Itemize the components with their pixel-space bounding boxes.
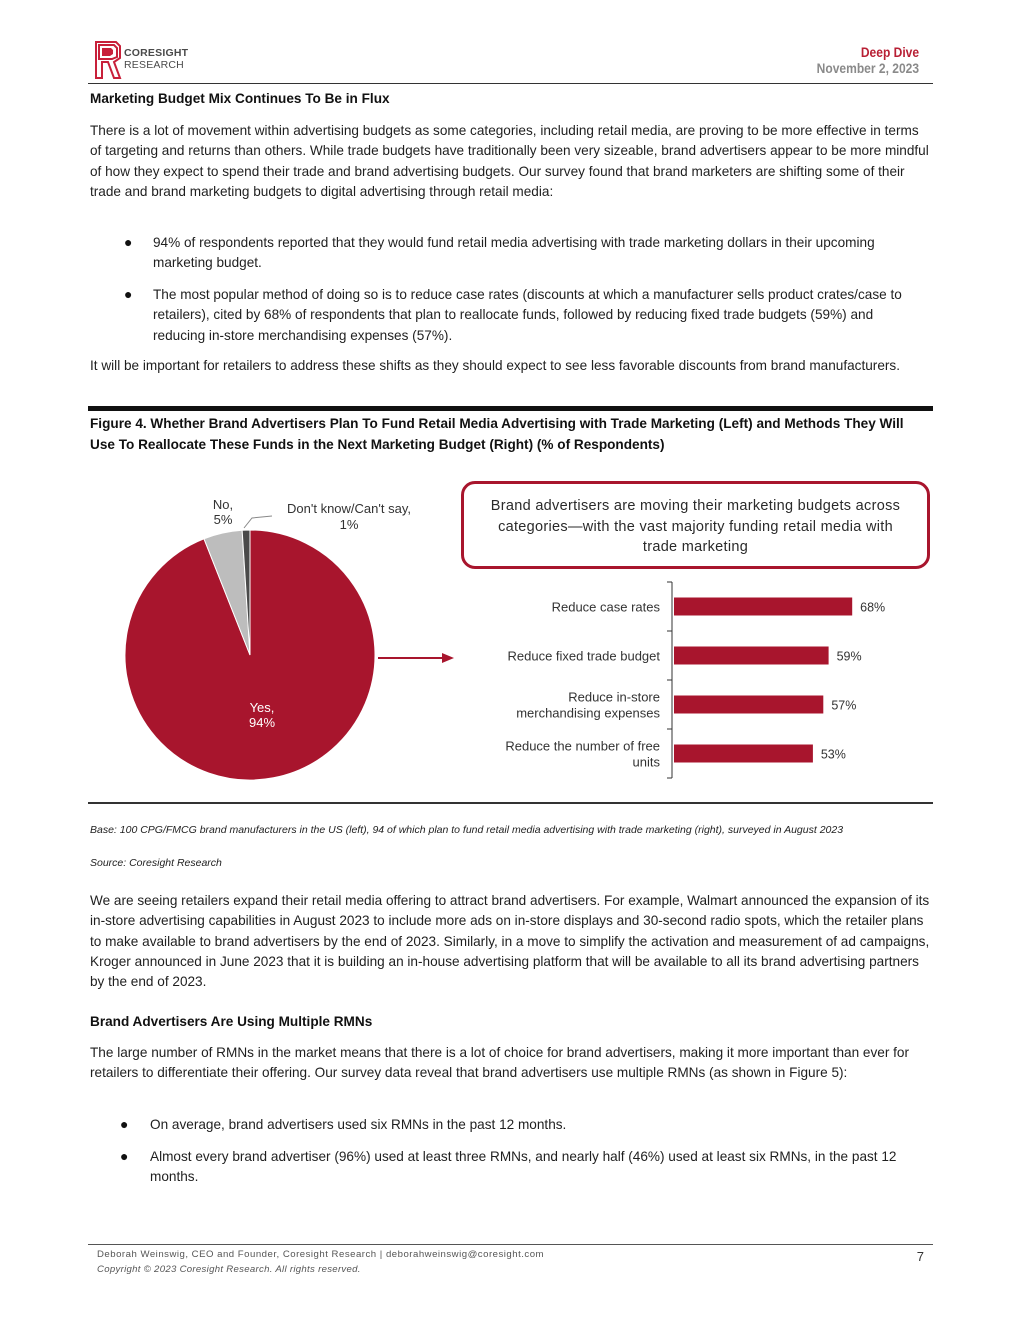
section-heading-budget-mix: Marketing Budget Mix Continues To Be in Flux [90,91,390,106]
pie-label-no [213,497,233,527]
footer-author: Deborah Weinswig, CEO and Founder, Coresight Research | deborahweinswig@coresight.com [97,1249,545,1260]
bullet-item: Almost every brand advertiser (96%) used at least three RMNs, and nearly half (46%) used at least six RMNs, in the past 12 months. [150,1149,897,1185]
bar-category-label-line: Reduce case rates [551,599,660,615]
pie-label-no-line: 5% [213,512,233,527]
logo-sub-text: RESEARCH [124,59,184,71]
bar-category-label [516,690,660,721]
document-date: November 2, 2023 [816,60,919,76]
coresight-logo[interactable] [94,40,204,82]
figure-callout: Brand advertisers are moving their marketing budgets across categories—with the vast majority funding retail media with trade marketing [461,481,930,569]
paragraph-multiple-rmns: The large number of RMNs in the market means that there is a lot of choice for brand advertisers, making it more important than ever for retailers to differentiate their offering. Our survey data reveal that brand advertisers use multiple RMNs (as shown in Figure 5): [90,1045,910,1081]
bar-category-label-line: merchandising expenses [516,705,660,721]
bar-chart [505,582,885,778]
bullet-icon: ● [124,234,133,250]
section-heading-multiple-rmns: Brand Advertisers Are Using Multiple RMNs [90,1014,373,1029]
pie-label-no-line: No, [212,497,234,512]
logo-mark-icon [94,40,122,82]
paragraph-budget-mix: There is a lot of movement within advertising budgets as some categories, including retail media, are proving to be more effective in terms of targeting and returns than others. While trade budgets have traditionally been very sizeable, brand advertisers appear to be more mindful of how they expect to spend their trade and brand advertising budgets. Our survey found that brand marketers are shifting some of their trade and brand marketing budgets to digital advertising through retail media: [90,123,929,199]
footer-copyright: Copyright © 2023 Coresight Research. All rights reserved. [97,1264,361,1275]
figure-base-note: Base: 100 CPG/FMCG brand manufacturers in the US (left), 94 of which plan to fund retail media advertising with trade marketing (right), surveyed in August 2023 [90,824,844,836]
pie-chart [125,497,411,780]
pie-label-dont-know-line: Don't know/Can't say, [287,501,411,516]
bullet-icon: ● [124,286,133,302]
header-meta [800,44,919,76]
pie-leader-line [244,516,272,528]
arrow-icon [378,653,454,663]
bullet-item: 94% of respondents reported that they would fund retail media advertising with trade marketing dollars in their upcoming marketing budget. [153,235,875,271]
logo-brand-text: CORESIGHT [124,47,189,59]
bullet-item: On average, brand advertisers used six RMNs in the past 12 months. [150,1117,567,1132]
pie-label-dont-know [287,501,411,532]
bar-1 [674,598,852,616]
bar-2 [674,647,829,665]
bar-category-label-line: Reduce in-store [568,689,660,705]
figure-top-rule [88,406,933,411]
bar-value-label: 68% [860,600,886,615]
document-type: Deep Dive [860,44,919,60]
bar-category-label-line: Reduce fixed trade budget [507,648,660,664]
bar-3 [674,696,823,714]
bar-category-label [552,600,661,615]
paragraph-retail-media-expansion: We are seeing retailers expand their retail media offering to attract brand advertisers. For example, Walmart announced the expansion of its in-store advertising capabilities in August 2023 to include more ads on in-store displays and 30-second radio spots, which the retailer plans to make available to brand advertisers by the end of 2023. Similarly, in a move to simplify the activation and measurement of ad campaigns, Kroger announced in June 2023 that it is building an in-house advertising platform that will be available to all its brand advertising partners by the end of 2023. [90,893,930,990]
bar-category-label [508,649,661,664]
bar-value-label: 53% [820,747,846,762]
bar-4 [674,745,813,763]
bar-value-label: 57% [831,698,857,713]
bar-category-label [505,739,660,770]
bullet-icon: ● [120,1116,129,1132]
figure-bottom-rule [88,802,933,804]
footer-divider [88,1244,933,1245]
pie-label-yes [249,700,275,730]
paragraph-retailer-shifts: It will be important for retailers to address these shifts as they should expect to see less favorable discounts from brand manufacturers. [90,358,900,373]
bar-category-label-line: Reduce the number of free [505,738,660,754]
pie-label-dont-know-line: 1% [339,517,359,532]
bullet-icon: ● [120,1148,129,1164]
bar-category-label-line: units [632,754,660,770]
bar-value-label: 59% [836,649,862,664]
bullet-item: The most popular method of doing so is to reduce case rates (discounts at which a manufacturer sells product crates/case to retailers), cited by 68% of respondents that plan to reallocate funds, followed by reducing fixed trade budgets (59%) and reducing in-store merchandising expenses (57%). [153,287,902,343]
pie-label-yes-line: Yes, [249,700,275,715]
figure-source-note: Source: Coresight Research [90,857,222,869]
pie-label-yes-line: 94% [248,715,276,730]
page-number: 7 [916,1249,924,1264]
header-divider [88,83,933,84]
figure-title: Figure 4. Whether Brand Advertisers Plan To Fund Retail Media Advertising with Trade Marketing (Left) and Methods They Will Use To Reallocate These Funds in the Next Marketing Budget (Right) (% of Respondents) [90,416,904,452]
